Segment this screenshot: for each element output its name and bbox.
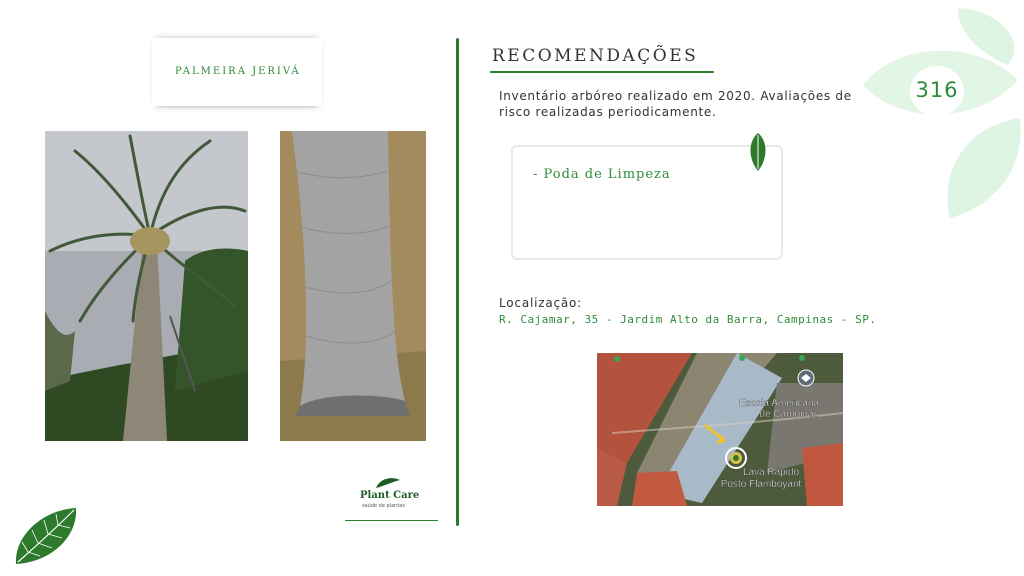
trunk-photo	[280, 131, 426, 441]
page-number: 316	[915, 78, 959, 102]
recommendations-description: Inventário arbóreo realizado em 2020. Avaliações de risco realizadas periodicamente.	[499, 89, 852, 119]
logo-brand: Plant Care	[360, 490, 420, 501]
page-number-badge	[910, 66, 964, 116]
leaf-icon	[947, 118, 1020, 218]
logo-tagline: saúde de plantas	[362, 503, 405, 509]
logo-underline	[345, 520, 438, 521]
plant-name-card	[152, 38, 322, 106]
leaf-icon	[746, 131, 770, 173]
map-label-carwash-2: Posto Flamboyant	[720, 479, 802, 490]
title-underline	[490, 71, 714, 73]
recommendations-box	[511, 145, 783, 260]
location-address: R. Cajamar, 35 - Jardim Alto da Barra, Campinas - SP.	[499, 313, 877, 326]
location-label: Localização:	[499, 296, 583, 310]
plant-care-logo	[358, 476, 424, 516]
map-label-school-2: de Campinas	[759, 409, 819, 420]
map-label-school: Escola Americana	[738, 398, 820, 409]
recommendations-title: RECOMENDAÇÕES	[492, 46, 699, 66]
section-divider	[456, 38, 459, 526]
map-label-carwash: Lava Rápido	[742, 467, 800, 478]
location-map[interactable]	[597, 353, 843, 506]
plant-name: PALMEIRA JERIVÁ	[175, 66, 301, 77]
recommendation-item: - Poda de Limpeza	[533, 167, 671, 182]
full-palm-photo	[45, 131, 248, 441]
logo-leaf-icon	[374, 476, 402, 490]
leaf-icon	[12, 506, 80, 568]
